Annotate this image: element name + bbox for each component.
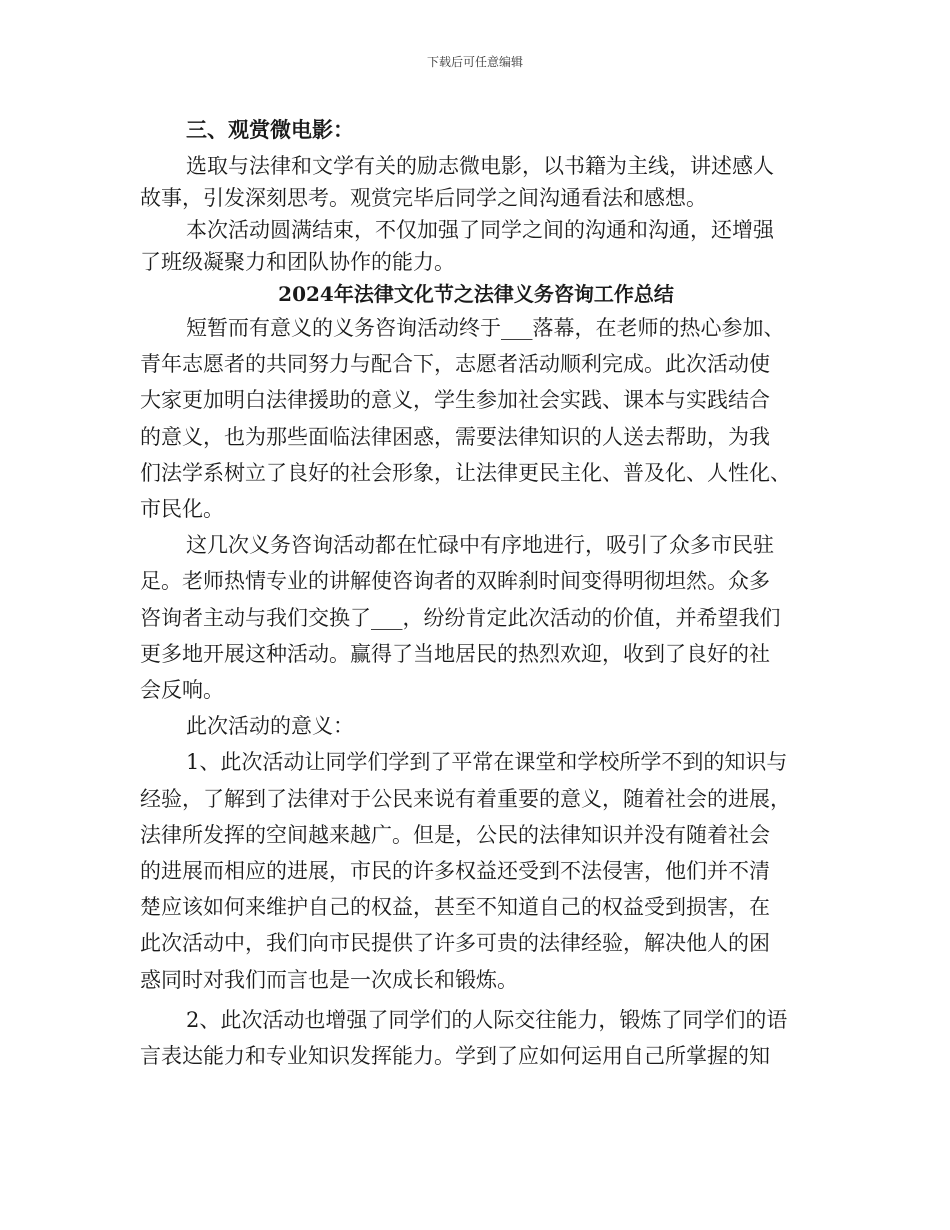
paragraph [140, 744, 812, 997]
paragraph-line: 故事，引发深刻思考。观赏完毕后同学之间沟通看法和感想。 [140, 186, 707, 210]
section-heading: 三、观赏微电影： [186, 117, 354, 142]
paragraph [140, 1002, 812, 1074]
paragraph [140, 150, 812, 214]
paragraph-line: 惑同时对我们而言也是一次成长和锻炼。 [140, 967, 518, 992]
paragraph-line: 此次活动的意义： [186, 714, 354, 739]
paragraph-line: 咨询者主动与我们交换了___，纷纷肯定此次活动的价值，并希望我们 [140, 605, 781, 630]
paragraph-line: 此次活动中，我们向市民提供了许多可贵的法律经验，解决他人的困 [140, 931, 770, 956]
paragraph [140, 527, 812, 708]
document-title: 2024年法律文化节之法律义务咨询工作总结 [278, 282, 674, 306]
paragraph-line: 短暂而有意义的义务咨询活动终于___落幕，在老师的热心参加、 [186, 316, 785, 340]
paragraph [140, 214, 812, 278]
paragraph-line: 经验，了解到了法律对于公民来说有着重要的意义，随着社会的进展， [140, 786, 791, 811]
paragraph-line: 2、此次活动也增强了同学们的人际交往能力，锻炼了同学们的语 [186, 1007, 788, 1032]
paragraph-line: 1、此次活动让同学们学到了平常在课堂和学校所学不到的知识与 [186, 750, 788, 775]
paragraph-line: 青年志愿者的共同努力与配合下，志愿者活动顺利完成。此次活动使 [140, 352, 770, 377]
paragraph-line: 足。老师热情专业的讲解使咨询者的双眸刹时间变得明彻坦然。众多 [140, 569, 770, 594]
paragraph-line: 法律所发挥的空间越来越广。但是，公民的法律知识并没有随着社会 [140, 822, 770, 847]
paragraph-line: 选取与法律和文学有关的励志微电影，以书籍为主线，讲述感人 [186, 154, 774, 178]
paragraph-line: 的意义，也为那些面临法律困惑，需要法律知识的人送去帮助，为我 [140, 424, 770, 449]
paragraph-line: 们法学系树立了良好的社会形象，让法律更民主化、普及化、人性化、 [140, 460, 791, 485]
summary-body [140, 310, 812, 1074]
paragraph-line: 了班级凝聚力和团队协作的能力。 [140, 250, 455, 274]
paragraph-line: 这几次义务咨询活动都在忙碌中有序地进行，吸引了众多市民驻 [186, 533, 774, 558]
paragraph-line: 会反响。 [140, 678, 224, 703]
paragraph-line: 的进展而相应的进展，市民的许多权益还受到不法侵害，他们并不清 [140, 859, 770, 884]
document-body [140, 114, 812, 1074]
paragraph-line: 市民化。 [140, 497, 224, 522]
paragraph [140, 708, 812, 744]
page-header: 下载后可任意编辑 [426, 55, 523, 69]
paragraph-line: 楚应该如何来维护自己的权益，甚至不知道自己的权益受到损害，在 [140, 895, 770, 920]
paragraph [140, 310, 812, 527]
paragraph-line: 本次活动圆满结束，不仅加强了同学之间的沟通和沟通，还增强 [186, 218, 774, 242]
paragraph-line: 更多地开展这种活动。赢得了当地居民的热烈欢迎，收到了良好的社 [140, 641, 770, 666]
paragraph-line: 大家更加明白法律援助的意义，学生参加社会实践、课本与实践结合 [140, 388, 770, 413]
paragraph-line: 言表达能力和专业知识发挥能力。学到了应如何运用自己所掌握的知 [140, 1044, 770, 1069]
